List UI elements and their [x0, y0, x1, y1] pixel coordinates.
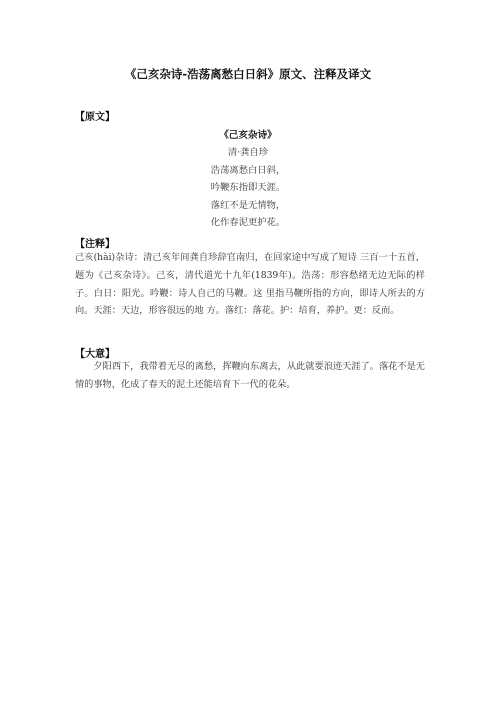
poem-line: 浩荡离愁白日斜，	[210, 164, 286, 176]
poem-title: 《己亥杂诗》	[219, 130, 277, 141]
poem-line: 落红不是无情物，	[210, 199, 286, 211]
poem-author: 清·龚自珍	[227, 147, 269, 158]
section-heading-notes: 【注释】	[75, 239, 115, 250]
section-heading-summary: 【大意】	[75, 349, 115, 360]
poem-line: 化作春泥更护花。	[210, 217, 286, 228]
notes-paragraph: 己亥(hài)杂诗：清己亥年间龚自珍辞官南归，在回家途中写成了短诗 三百一十五首，题为《己亥杂诗》。己亥，清代道光十九年(1839年)。浩荡：形容愁绪无边无际的样子。白日：阳光。吟鞭：诗人自己的马鞭。这 里指马鞭所指的方向，即诗人所去的方向。天涯：天边，形容很远的地 方。落红：落花。护：培育，养护。更：反而。	[75, 252, 425, 317]
poem-line: 吟鞭东指即天涯。	[210, 182, 286, 193]
summary-paragraph: 夕阳西下，我带着无尽的离愁，挥鞭向东离去，从此就要浪迹天涯了。落花不是无情的事物，化成了春天的泥土还能培育下一代的花朵。	[75, 361, 425, 390]
section-heading-original: 【原文】	[75, 112, 115, 123]
document-title: 《己亥杂诗-浩荡离愁白日斜》原文、注释及译文	[124, 67, 372, 81]
poem-block	[0, 127, 496, 232]
